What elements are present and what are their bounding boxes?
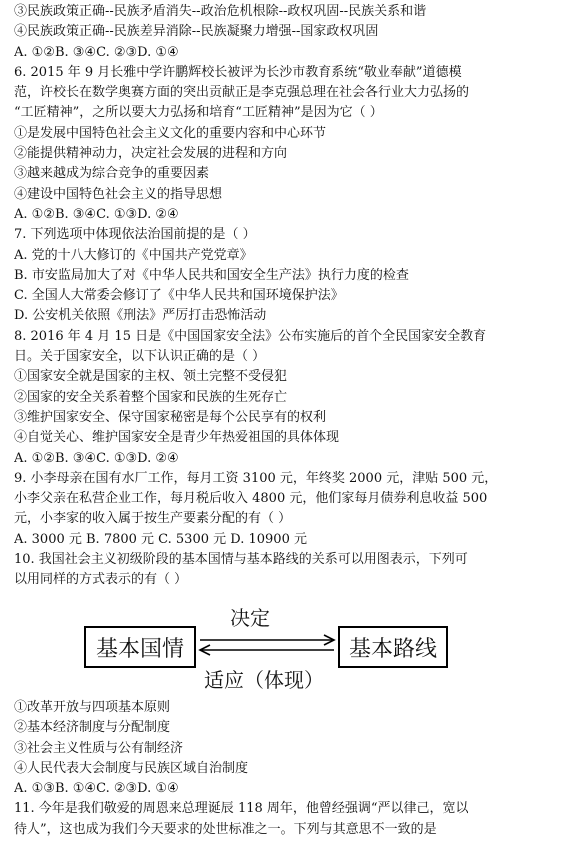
question-8-stem: 8. 2016 年 4 月 15 日是《中国国家安全法》公布实施后的首个全民国家安全教育 (14, 328, 487, 344)
text-line: 日。关于国家安全，以下认识正确的是（ ） (14, 349, 266, 365)
diagram-right-box: 基本路线 (338, 626, 448, 668)
answer-options-q9: A. 3000 元 B. 7800 元 C. 5300 元 D. 10900 元 (14, 531, 307, 547)
question-6-stem: 6. 2015 年 9 月长雅中学许鹏辉校长被评为长沙市教育系统“敬业奉献”道德模 (14, 64, 462, 80)
question-9-stem: 9. 小李母亲在国有水厂工作，每月工资 3100 元，年终奖 2000 元，津贴 500 元， (14, 470, 498, 486)
text-line: 以用同样的方式表示的有（ ） (14, 572, 188, 588)
text-line: ④民族政策正确--民族差异消除--民族凝聚力增强--国家政权巩固 (14, 24, 379, 40)
choice-item: ④建设中国特色社会主义的指导思想 (14, 186, 223, 202)
choice-item: B. 市安监局加大了对《中华人民共和国安全生产法》执行力度的检查 (14, 267, 409, 283)
question-10-stem: 10. 我国社会主义初级阶段的基本国情与基本路线的关系可以用图表示，下列可 (14, 552, 468, 568)
text-line: ③民族政策正确--民族矛盾消失--政治危机根除--政权巩固--民族关系和谐 (14, 4, 427, 19)
choice-item: ①是发展中国特色社会主义文化的重要内容和中心环节 (14, 125, 327, 141)
question-11-stem: 11. 今年是我们敬爱的周恩来总理诞辰 118 周年，他曾经强调“严以律己，宽以 (14, 801, 469, 817)
text-line: 元，小李家的收入属于按生产要素分配的有（ ） (14, 511, 292, 527)
choice-item: ①改革开放与四项基本原则 (14, 700, 171, 715)
diagram-top-label: 决定 (230, 606, 270, 630)
text-line: 小李父亲在私营企业工作，每月税后收入 4800 元，他们家每月债券利息收益 500 (14, 491, 488, 507)
choice-item: ④人民代表大会制度与民族区域自治制度 (14, 760, 249, 776)
question-text-upper (14, 2, 554, 591)
choice-item: ①国家安全就是国家的主权、领土完整不受侵犯 (14, 369, 288, 385)
diagram-bottom-label: 适应（体现） (204, 668, 324, 692)
question-7-stem: 7. 下列选项中体现依法治国前提的是（ ） (14, 227, 256, 243)
text-line: “工匠精神”，之所以要大力弘扬和培育“工匠精神”是因为它（ ） (14, 105, 383, 121)
choice-item: ③社会主义性质与公有制经济 (14, 740, 184, 756)
choice-item: ②基本经济制度与分配制度 (14, 720, 171, 736)
answer-options-q8: A. ①②B. ③④C. ①③D. ②④ (14, 450, 179, 466)
choice-item: D. 公安机关依照《刑法》严厉打击恐怖活动 (14, 308, 267, 324)
double-arrow-icon (196, 634, 338, 656)
choice-item: ③维护国家安全、保守国家秘密是每个公民享有的权利 (14, 409, 327, 425)
choice-item: ②能提供精神动力，决定社会发展的进程和方向 (14, 146, 288, 162)
diagram-left-box: 基本国情 (84, 626, 196, 668)
choice-item: ②国家的安全关系着整个国家和民族的生死存亡 (14, 389, 288, 405)
choice-item: C. 全国人大常委会修订了《中华人民共和国环境保护法》 (14, 288, 344, 304)
text-line: 范，许校长在数学奥赛方面的突出贡献正是李克强总理在社会各行业大力弘扬的 (14, 85, 470, 101)
answer-options-q6: A. ①②B. ③④C. ①③D. ②④ (14, 206, 179, 222)
text-line: 待人”，这也成为我们今天要求的处世标准之一。下列与其意思不一致的是 (14, 821, 437, 837)
choice-item: A. 党的十八大修订的《中国共产党党章》 (14, 247, 253, 263)
answer-options-q5: A. ①②B. ③④C. ②③D. ①④ (14, 44, 179, 60)
answer-options-q10: A. ①③B. ①④C. ②③D. ①④ (14, 781, 179, 797)
question-text-lower (14, 698, 554, 840)
choice-item: ④自觉关心、维护国家安全是青少年热爱祖国的具体体现 (14, 430, 340, 446)
choice-item: ③越来越成为综合竞争的重要因素 (14, 166, 210, 182)
relationship-diagram (84, 604, 484, 692)
